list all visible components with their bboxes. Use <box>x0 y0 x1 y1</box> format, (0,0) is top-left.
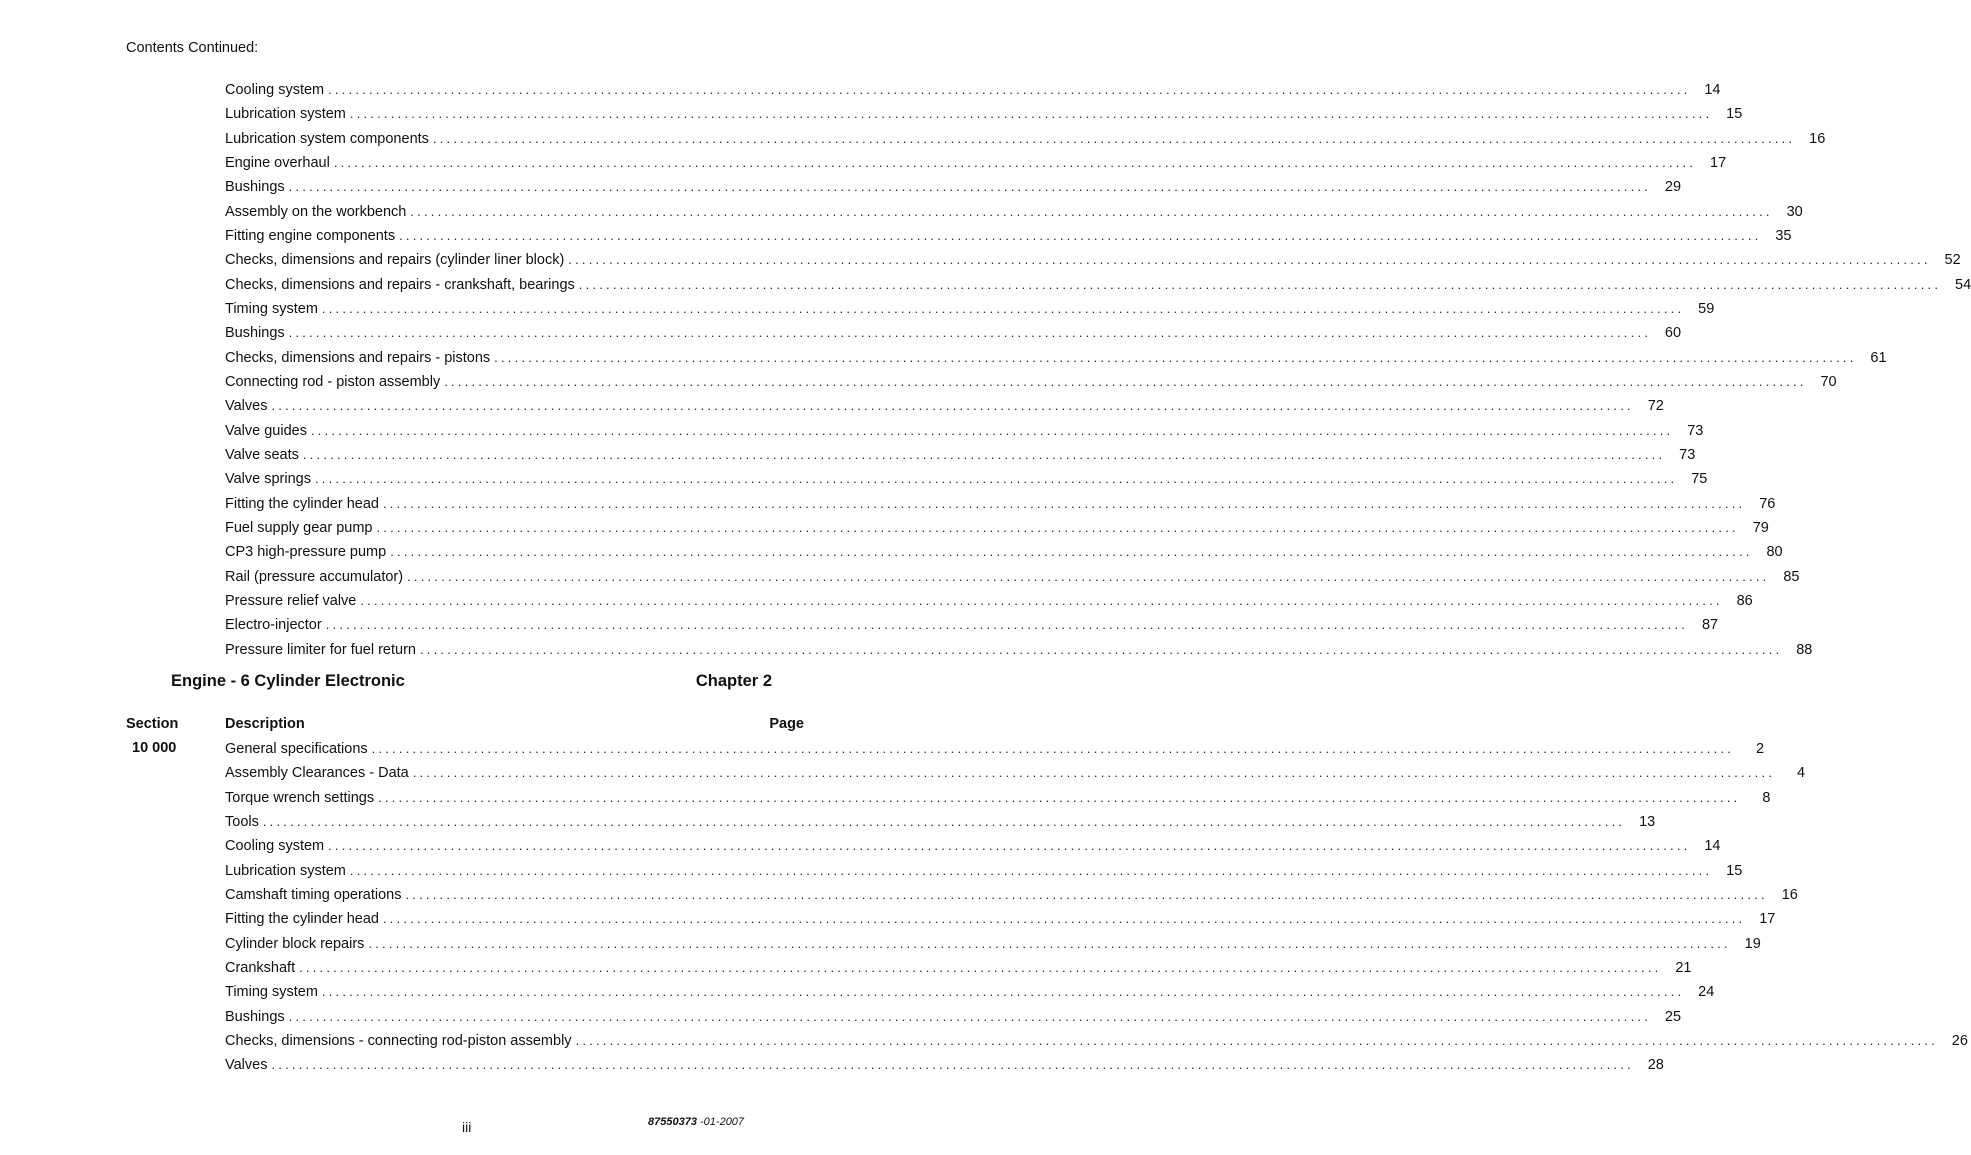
toc-entry-label: Bushings <box>225 325 285 342</box>
dot-leader: ........................................................................................................................................................................................................ <box>360 592 1723 608</box>
toc-entry-label: Tools <box>225 813 259 830</box>
toc-entry-label: Lubrication system <box>225 862 346 879</box>
toc-entry-label: Electro-injector <box>225 617 322 634</box>
toc-entry <box>225 297 1715 321</box>
toc-entry-label: Timing system <box>225 300 318 317</box>
toc-entry <box>225 540 1783 564</box>
toc-entry-page: 79 <box>1752 519 1769 536</box>
toc-entry <box>225 248 1961 272</box>
toc-entry-page: 73 <box>1679 446 1696 463</box>
toc-entry <box>225 761 1806 785</box>
toc-entry-label: Valves <box>225 398 268 415</box>
toc-entry-page: 4 <box>1797 765 1806 782</box>
toc-entry-page: 73 <box>1687 422 1704 439</box>
toc-entry-label: Checks, dimensions and repairs - crankshaft, bearings <box>225 276 575 293</box>
dot-leader: ........................................................................................................................................................................................................ <box>314 471 1678 487</box>
toc-entry <box>225 956 1692 980</box>
toc-entry <box>225 638 1813 662</box>
dot-leader: ........................................................................................................................................................................................................ <box>575 1032 1938 1048</box>
dot-leader: ........................................................................................................................................................................................................ <box>568 252 1931 268</box>
toc-entry-page: 14 <box>1704 82 1721 98</box>
toc-entry-label: Connecting rod - piston assembly <box>225 373 441 390</box>
dot-leader: ........................................................................................................................................................................................................ <box>288 179 1652 195</box>
toc-entry <box>225 467 1708 491</box>
dot-leader: ........................................................................................................................................................................................................ <box>288 1008 1652 1024</box>
section-number: 10 000 <box>132 740 177 756</box>
toc-entry-label: Lubrication system <box>225 106 346 123</box>
toc-entry-page: 52 <box>1944 252 1961 269</box>
toc-entry-page: 70 <box>1820 373 1837 390</box>
toc-entry <box>225 224 1792 248</box>
toc-entry <box>225 370 1837 394</box>
toc-entry-label: Valves <box>225 1057 268 1074</box>
toc-entry <box>225 883 1798 907</box>
dot-leader: ........................................................................................................................................................................................................ <box>432 130 1796 146</box>
toc-entry-page: 88 <box>1796 641 1813 658</box>
toc-entry-label: Assembly Clearances - Data <box>225 765 409 782</box>
dot-leader: ........................................................................................................................................................................................................ <box>410 203 1773 219</box>
dot-leader: ........................................................................................................................................................................................................ <box>271 398 1634 414</box>
column-header-page: Page <box>769 716 804 732</box>
toc-entry <box>225 565 1800 589</box>
toc-entry <box>225 1005 1682 1029</box>
column-header-section: Section <box>126 716 179 732</box>
dot-leader: ........................................................................................................................................................................................................ <box>321 984 1685 1000</box>
toc-entry-label: Cooling system <box>225 838 325 855</box>
chapter-title: Engine - 6 Cylinder Electronic <box>171 672 405 690</box>
toc-entry-page: 17 <box>1759 911 1776 928</box>
toc-entry-page: 72 <box>1647 398 1664 415</box>
toc-entry-label: Fitting engine components <box>225 227 396 244</box>
page-title: Contents Continued: <box>126 40 259 56</box>
toc-entry <box>225 78 1721 102</box>
toc-entry-page: 35 <box>1775 227 1792 244</box>
toc-entry-page: 21 <box>1675 959 1692 976</box>
toc-entry-label: Fitting the cylinder head <box>225 495 379 512</box>
toc-entry <box>225 394 1664 418</box>
toc-entry-page: 19 <box>1744 935 1761 952</box>
dot-leader: ........................................................................................................................................................................................................ <box>321 300 1685 316</box>
toc-list-continued <box>225 78 1971 662</box>
toc-list-section <box>225 737 1968 1078</box>
toc-entry-page: 13 <box>1639 813 1656 830</box>
toc-entry-page: 25 <box>1664 1008 1682 1025</box>
column-header-description: Description <box>225 716 305 732</box>
toc-entry-page: 86 <box>1736 592 1753 609</box>
toc-entry-page: 8 <box>1762 789 1771 806</box>
toc-entry-label: Timing system <box>225 984 318 1001</box>
toc-entry-label: Cylinder block repairs <box>225 935 365 952</box>
dot-leader: ........................................................................................................................................................................................................ <box>494 349 1857 365</box>
dot-leader: ........................................................................................................................................................................................................ <box>262 813 1626 829</box>
dot-leader: ........................................................................................................................................................................................................ <box>302 446 1666 462</box>
dot-leader: ........................................................................................................................................................................................................ <box>444 373 1807 389</box>
toc-entry-page: 2 <box>1755 741 1765 757</box>
toc-entry-page: 15 <box>1726 862 1743 879</box>
doc-code: 87550373 <box>648 1116 697 1128</box>
toc-entry-label: Rail (pressure accumulator) <box>225 568 404 585</box>
toc-entry-label: Crankshaft <box>225 959 296 976</box>
chapter-heading <box>171 672 772 691</box>
toc-entry-page: 75 <box>1691 471 1708 488</box>
dot-leader: ........................................................................................................................................................................................................ <box>328 838 1691 854</box>
toc-entry <box>225 786 1771 810</box>
toc-entry-page: 28 <box>1647 1057 1664 1074</box>
toc-entry-page: 14 <box>1704 838 1721 855</box>
toc-entry-page: 17 <box>1710 154 1727 171</box>
toc-entry-label: Pressure limiter for fuel return <box>225 641 416 658</box>
toc-entry <box>225 980 1715 1004</box>
toc-entry <box>225 175 1682 199</box>
toc-entry-label: Fuel supply gear pump <box>225 519 373 536</box>
toc-entry-label: Cooling system <box>225 82 325 98</box>
dot-leader: ........................................................................................................................................................................................................ <box>333 154 1697 170</box>
dot-leader: ........................................................................................................................................................................................................ <box>288 325 1652 341</box>
dot-leader: ........................................................................................................................................................................................................ <box>405 886 1768 902</box>
toc-entry-label: Fitting the cylinder head <box>225 911 379 928</box>
dot-leader: ........................................................................................................................................................................................................ <box>349 862 1713 878</box>
toc-entry <box>225 613 1719 637</box>
toc-entry-page: 29 <box>1664 179 1682 196</box>
toc-entry-label: Pressure relief valve <box>225 592 357 609</box>
toc-entry-label: Engine overhaul <box>225 154 330 171</box>
toc-entry <box>225 200 1803 224</box>
toc-entry-label: Checks, dimensions and repairs - pistons <box>225 349 491 366</box>
toc-entry-page: 61 <box>1870 349 1887 366</box>
toc-entry-label: Bushings <box>225 1008 285 1025</box>
chapter-number: Chapter 2 <box>695 672 772 690</box>
toc-entry <box>225 273 1971 297</box>
dot-leader: ........................................................................................................................................................................................................ <box>310 422 1674 438</box>
toc-entry <box>225 859 1743 883</box>
toc-entry <box>225 737 1765 761</box>
toc-entry-label: Valve guides <box>225 422 307 439</box>
toc-entry-page: 54 <box>1955 276 1971 293</box>
toc-entry-page: 80 <box>1766 544 1783 561</box>
dot-leader: ........................................................................................................................................................................................................ <box>390 544 1753 560</box>
dot-leader: ........................................................................................................................................................................................................ <box>299 959 1662 975</box>
toc-entry-page: 16 <box>1781 886 1798 903</box>
toc-entry <box>225 419 1704 443</box>
dot-leader: ........................................................................................................................................................................................................ <box>419 641 1783 657</box>
dot-leader: ........................................................................................................................................................................................................ <box>271 1057 1634 1073</box>
toc-entry-label: Valve seats <box>225 446 299 463</box>
toc-entry <box>225 1029 1968 1053</box>
toc-entry-page: 87 <box>1701 617 1719 634</box>
dot-leader: ........................................................................................................................................................................................................ <box>412 765 1776 781</box>
toc-entry <box>225 834 1721 858</box>
toc-entry-page: 26 <box>1951 1032 1968 1049</box>
toc-entry <box>225 492 1776 516</box>
toc-entry-label: Checks, dimensions - connecting rod-piston assembly <box>225 1032 572 1049</box>
dot-leader: ........................................................................................................................................................................................................ <box>578 276 1942 292</box>
toc-entry <box>225 346 1887 370</box>
toc-entry <box>225 1053 1664 1077</box>
toc-entry-page: 76 <box>1759 495 1776 512</box>
toc-entry <box>225 443 1696 467</box>
toc-entry-page: 16 <box>1809 130 1826 147</box>
toc-entry <box>225 932 1761 956</box>
toc-entry-page: 85 <box>1783 568 1800 585</box>
toc-entry <box>225 810 1656 834</box>
column-headers <box>126 716 804 736</box>
dot-leader: ........................................................................................................................................................................................................ <box>328 82 1691 97</box>
footer-page-number: iii <box>462 1119 472 1135</box>
footer-doc-code <box>648 1116 744 1128</box>
toc-entry <box>225 102 1743 126</box>
toc-entry-page: 15 <box>1726 106 1743 123</box>
dot-leader: ........................................................................................................................................................................................................ <box>368 935 1731 951</box>
dot-leader: ........................................................................................................................................................................................................ <box>371 741 1735 756</box>
toc-entry <box>225 516 1769 540</box>
toc-entry <box>225 151 1727 175</box>
toc-entry-label: General specifications <box>225 741 368 757</box>
toc-entry-page: 60 <box>1664 325 1682 342</box>
toc-entry-label: Bushings <box>225 179 285 196</box>
toc-entry-page: 30 <box>1786 203 1803 220</box>
toc-entry-label: CP3 high-pressure pump <box>225 544 387 561</box>
toc-entry <box>225 127 1826 151</box>
toc-entry-label: Lubrication system components <box>225 130 429 147</box>
toc-entry <box>225 907 1776 931</box>
toc-entry-label: Camshaft timing operations <box>225 886 402 903</box>
toc-entry-label: Torque wrench settings <box>225 789 375 806</box>
dot-leader: ........................................................................................................................................................................................................ <box>349 106 1713 122</box>
toc-entry-page: 24 <box>1698 984 1715 1001</box>
dot-leader: ........................................................................................................................................................................................................ <box>407 568 1770 584</box>
toc-entry <box>225 321 1682 345</box>
dot-leader: ........................................................................................................................................................................................................ <box>325 617 1689 633</box>
toc-entry-page: 59 <box>1698 300 1715 317</box>
dot-leader: ........................................................................................................................................................................................................ <box>399 227 1762 243</box>
toc-entry-label: Checks, dimensions and repairs (cylinder liner block) <box>225 252 565 269</box>
dot-leader: ........................................................................................................................................................................................................ <box>382 911 1746 927</box>
doc-date: -01-2007 <box>696 1116 745 1128</box>
toc-entry-label: Valve springs <box>225 471 311 488</box>
dot-leader: ........................................................................................................................................................................................................ <box>376 519 1739 535</box>
toc-entry-label: Assembly on the workbench <box>225 203 407 220</box>
toc-entry <box>225 589 1753 613</box>
dot-leader: ........................................................................................................................................................................................................ <box>382 495 1746 511</box>
dot-leader: ........................................................................................................................................................................................................ <box>378 789 1741 805</box>
